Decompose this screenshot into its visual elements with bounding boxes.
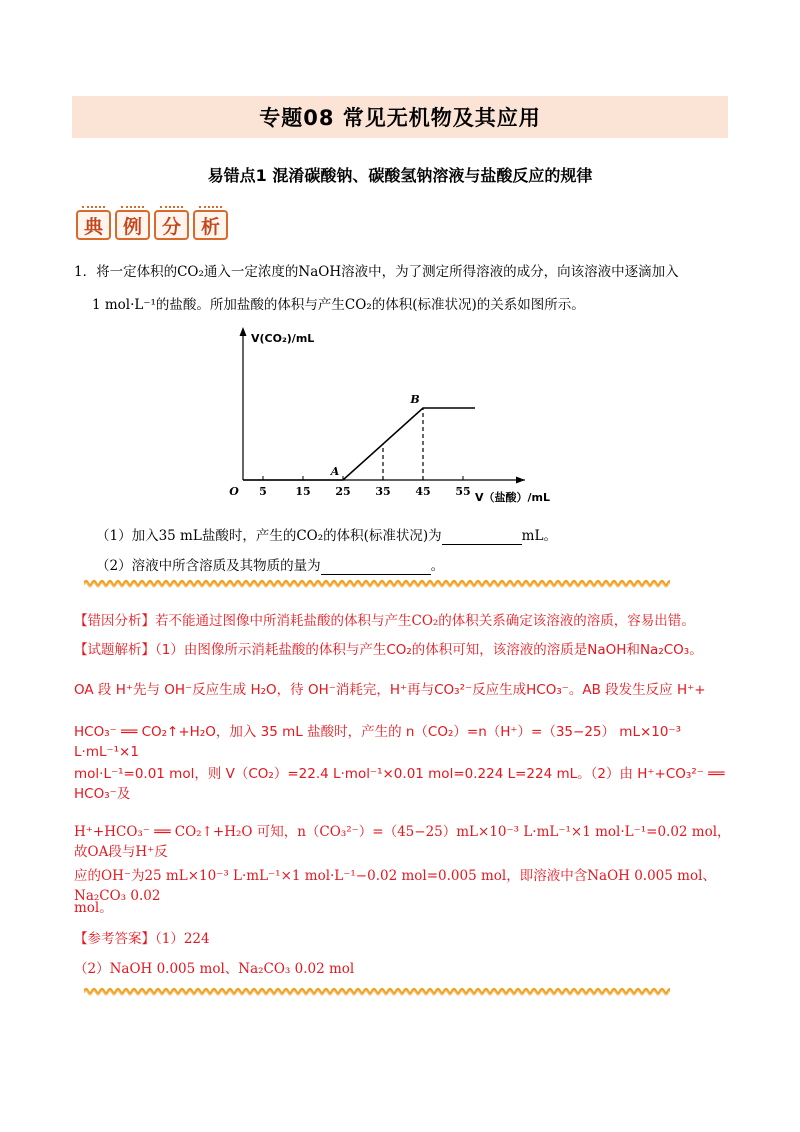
series-line-co2 xyxy=(243,408,475,480)
answer-tag: 【参考答案】 xyxy=(74,931,155,947)
answer-blank-2[interactable] xyxy=(321,558,431,575)
x-tick-label: 35 xyxy=(375,485,391,498)
solution-text-1: （1）由图像所示消耗盐酸的体积与产生CO₂的体积可知，该溶液的溶质是NaOH和Na₂CO₃。 xyxy=(155,642,703,658)
question-text-b: 1 mol·L⁻¹的盐酸。所加盐酸的体积与产生CO₂的体积(标准状况)的关系如图所示。 xyxy=(92,297,585,313)
badge-char: 析 xyxy=(193,210,228,240)
solution-line-4: mol·L⁻¹=0.01 mol，则 V（CO₂）=22.4 L·mol⁻¹×0.01 mol=0.224 L=224 mL。（2）由 H⁺+CO₃²⁻ ══ HCO₃⁻及 xyxy=(74,766,725,802)
point-label: A xyxy=(330,465,340,478)
badge-char: 典 xyxy=(76,210,111,240)
x-tick-label: 55 xyxy=(455,485,471,498)
solution-line-7: mol。 xyxy=(74,900,113,916)
y-axis-arrow xyxy=(240,327,247,336)
solution-line-3: HCO₃⁻ ══ CO₂↑+H₂O，加入 35 mL 盐酸时，产生的 n（CO₂）=n（H⁺）=（35−25） mL×10⁻³ L·mL⁻¹×1 xyxy=(74,724,682,760)
wavy-divider xyxy=(84,577,670,589)
wavy-divider xyxy=(84,985,670,997)
solution-line-5: H⁺+HCO₃⁻ ══ CO₂↑+H₂O 可知，n（CO₃²⁻）=（45−25）mL×10⁻³ L·mL⁻¹×1 mol·L⁻¹=0.02 mol，故OA段与H⁺反 xyxy=(74,824,731,860)
solution-line-6: 应的OH⁻为25 mL×10⁻³ L·mL⁻¹×1 mol·L⁻¹−0.02 mol=0.005 mol，即溶液中含NaOH 0.005 mol、Na₂CO₃ 0.02 xyxy=(74,868,716,904)
badge-char: 分 xyxy=(154,210,189,240)
sub-question-1-unit: mL。 xyxy=(521,528,557,544)
example-analysis-badge xyxy=(76,210,228,240)
solution-tag: 【试题解析】 xyxy=(74,642,155,658)
point-label: B xyxy=(410,393,420,406)
section-subtitle: 易错点1 混淆碳酸钠、碳酸氢钠溶液与盐酸反应的规律 xyxy=(207,166,593,185)
x-tick-label: 5 xyxy=(259,485,267,498)
origin-label: O xyxy=(229,485,239,498)
sub-question-2-end: 。 xyxy=(430,558,445,574)
page-title: 专题08 常见无机物及其应用 xyxy=(72,96,728,138)
x-axis-arrow xyxy=(516,477,525,484)
x-tick-label: 45 xyxy=(415,485,431,498)
answer-1: （1）224 xyxy=(155,931,210,947)
badge-char: 例 xyxy=(115,210,150,240)
sub-question-1-text: （1）加入35 mL盐酸时，产生的CO₂的体积(标准状况)为 xyxy=(96,528,442,544)
sub-question-2-text: （2）溶液中所含溶质及其物质的量为 xyxy=(96,558,321,574)
question-text xyxy=(74,262,734,282)
x-axis-label: V（盐酸）/mL xyxy=(475,491,551,504)
x-tick-label: 15 xyxy=(295,485,311,498)
sub-question-2 xyxy=(96,554,444,575)
question-number: 1． xyxy=(74,264,97,280)
answer-blank-1[interactable] xyxy=(442,528,522,545)
error-analysis-text: 若不能通过图像中所消耗盐酸的体积与产生CO₂的体积关系确定该溶液的溶质，容易出错。 xyxy=(155,613,695,629)
solution-line-2: OA 段 H⁺先与 OH⁻反应生成 H₂O，待 OH⁻消耗完，H⁺再与CO₃²⁻反应生成HCO₃⁻。AB 段发生反应 H⁺+ xyxy=(74,682,706,698)
error-analysis-tag: 【错因分析】 xyxy=(74,613,155,629)
co2-volume-chart xyxy=(225,325,565,505)
y-axis-label: V(CO₂)/mL xyxy=(251,332,315,345)
reference-answer xyxy=(74,929,732,949)
x-tick-label: 25 xyxy=(335,485,351,498)
solution-line-1 xyxy=(74,640,732,660)
answer-2: （2）NaOH 0.005 mol、Na₂CO₃ 0.02 mol xyxy=(74,961,355,977)
sub-question-1 xyxy=(96,524,557,545)
question-text-a: 将一定体积的CO₂通入一定浓度的NaOH溶液中，为了测定所得溶液的成分，向该溶液中逐滴加入 xyxy=(96,264,679,280)
error-analysis xyxy=(74,611,732,631)
